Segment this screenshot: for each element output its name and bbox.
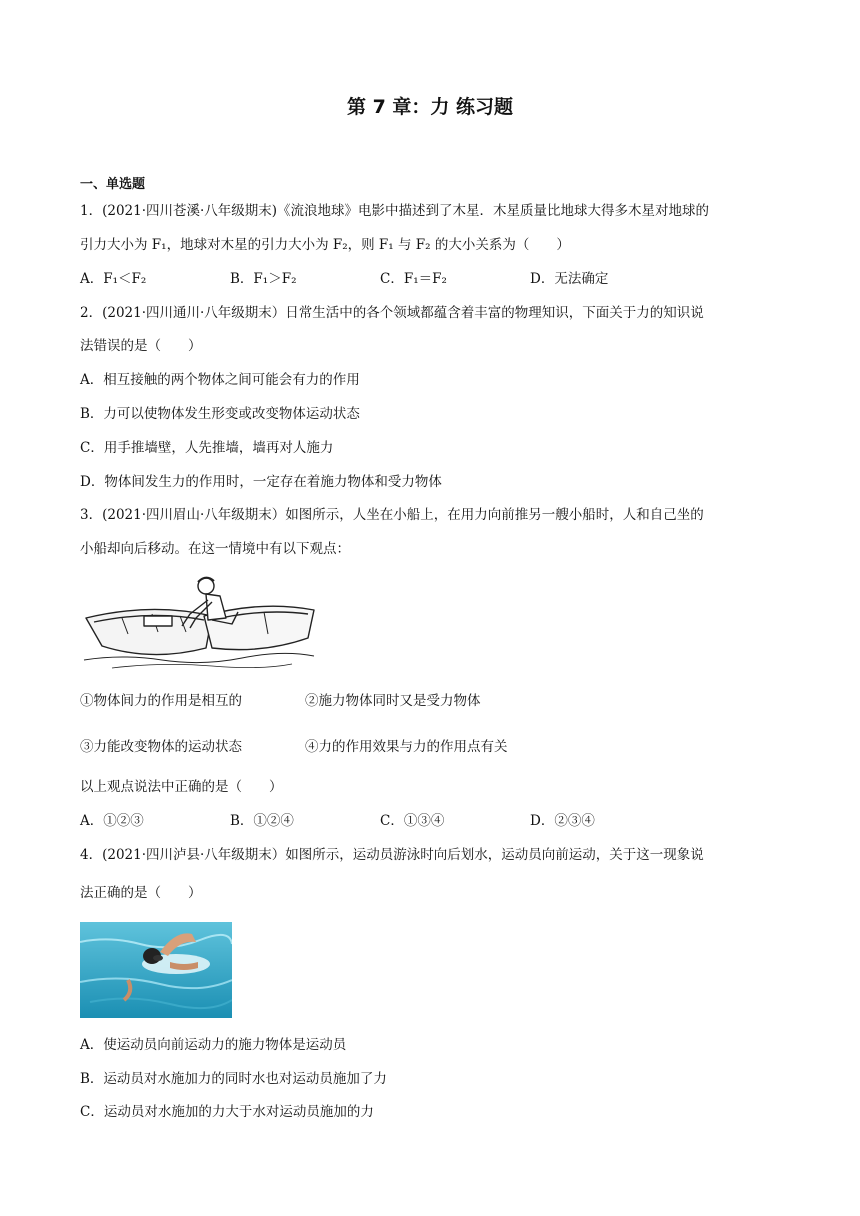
q3-point-3: ③力能改变物体的运动状态 bbox=[80, 739, 242, 755]
q3-stem-line2: 小船却向后移动。在这一情境中有以下观点： bbox=[80, 541, 350, 557]
q2-option-b: B．力可以使物体发生形变或改变物体运动状态 bbox=[80, 406, 360, 422]
q2-option-c: C．用手推墙壁，人先推墙，墙再对人施力 bbox=[80, 440, 334, 456]
q2-option-a: A．相互接触的两个物体之间可能会有力的作用 bbox=[80, 372, 360, 388]
q2-option-d: D．物体间发生力的作用时，一定存在着施力物体和受力物体 bbox=[80, 474, 442, 490]
q3-option-c: C．①③④ bbox=[380, 813, 445, 829]
q3-option-d: D．②③④ bbox=[530, 813, 595, 829]
q4-option-b: B．运动员对水施加力的同时水也对运动员施加了力 bbox=[80, 1071, 387, 1087]
q3-prompt: 以上观点说法中正确的是（ ） bbox=[80, 779, 283, 795]
q4-stem-line1: 4．(2021·四川泸县·八年级期末）如图所示，运动员游泳时向后划水，运动员向前运动，关于这一现象说 bbox=[80, 847, 704, 863]
section-heading: 一、单选题 bbox=[80, 177, 146, 192]
q1-option-c: C．F₁＝F₂ bbox=[380, 271, 447, 287]
q3-point-2: ②施力物体同时又是受力物体 bbox=[305, 693, 481, 709]
q4-option-a: A．使运动员向前运动力的施力物体是运动员 bbox=[80, 1037, 347, 1053]
q1-option-b: B．F₁＞F₂ bbox=[230, 271, 297, 287]
q3-option-a: A．①②③ bbox=[80, 813, 144, 829]
q2-stem-line2: 法错误的是（ ） bbox=[80, 338, 202, 354]
q4-stem-line2: 法正确的是（ ） bbox=[80, 885, 202, 901]
q1-stem-line2: 引力大小为 F₁，地球对木星的引力大小为 F₂，则 F₁ 与 F₂ 的大小关系为（ ） bbox=[80, 237, 570, 253]
boat-push-illustration bbox=[82, 572, 318, 672]
q3-point-1: ①物体间力的作用是相互的 bbox=[80, 693, 242, 709]
page-title: 第 7 章：力 练习题 bbox=[346, 96, 514, 118]
q4-option-c: C．运动员对水施加的力大于水对运动员施加的力 bbox=[80, 1104, 374, 1120]
q3-point-4: ④力的作用效果与力的作用点有关 bbox=[305, 739, 508, 755]
q1-stem-line1: 1．(2021·四川苍溪·八年级期末)《流浪地球》电影中描述到了木星．木星质量比地球大得多木星对地球的 bbox=[80, 203, 710, 219]
swimmer-photo bbox=[80, 922, 232, 1018]
q3-stem-line1: 3．(2021·四川眉山·八年级期末）如图所示，人坐在小船上，在用力向前推另一艘小船时，人和自己坐的 bbox=[80, 507, 704, 523]
q2-stem-line1: 2．(2021·四川通川·八年级期末）日常生活中的各个领域都蕴含着丰富的物理知识，下面关于力的知识说 bbox=[80, 305, 704, 321]
q3-option-b: B．①②④ bbox=[230, 813, 294, 829]
q1-option-d: D．无法确定 bbox=[530, 271, 609, 287]
q1-option-a: A．F₁＜F₂ bbox=[80, 271, 147, 287]
